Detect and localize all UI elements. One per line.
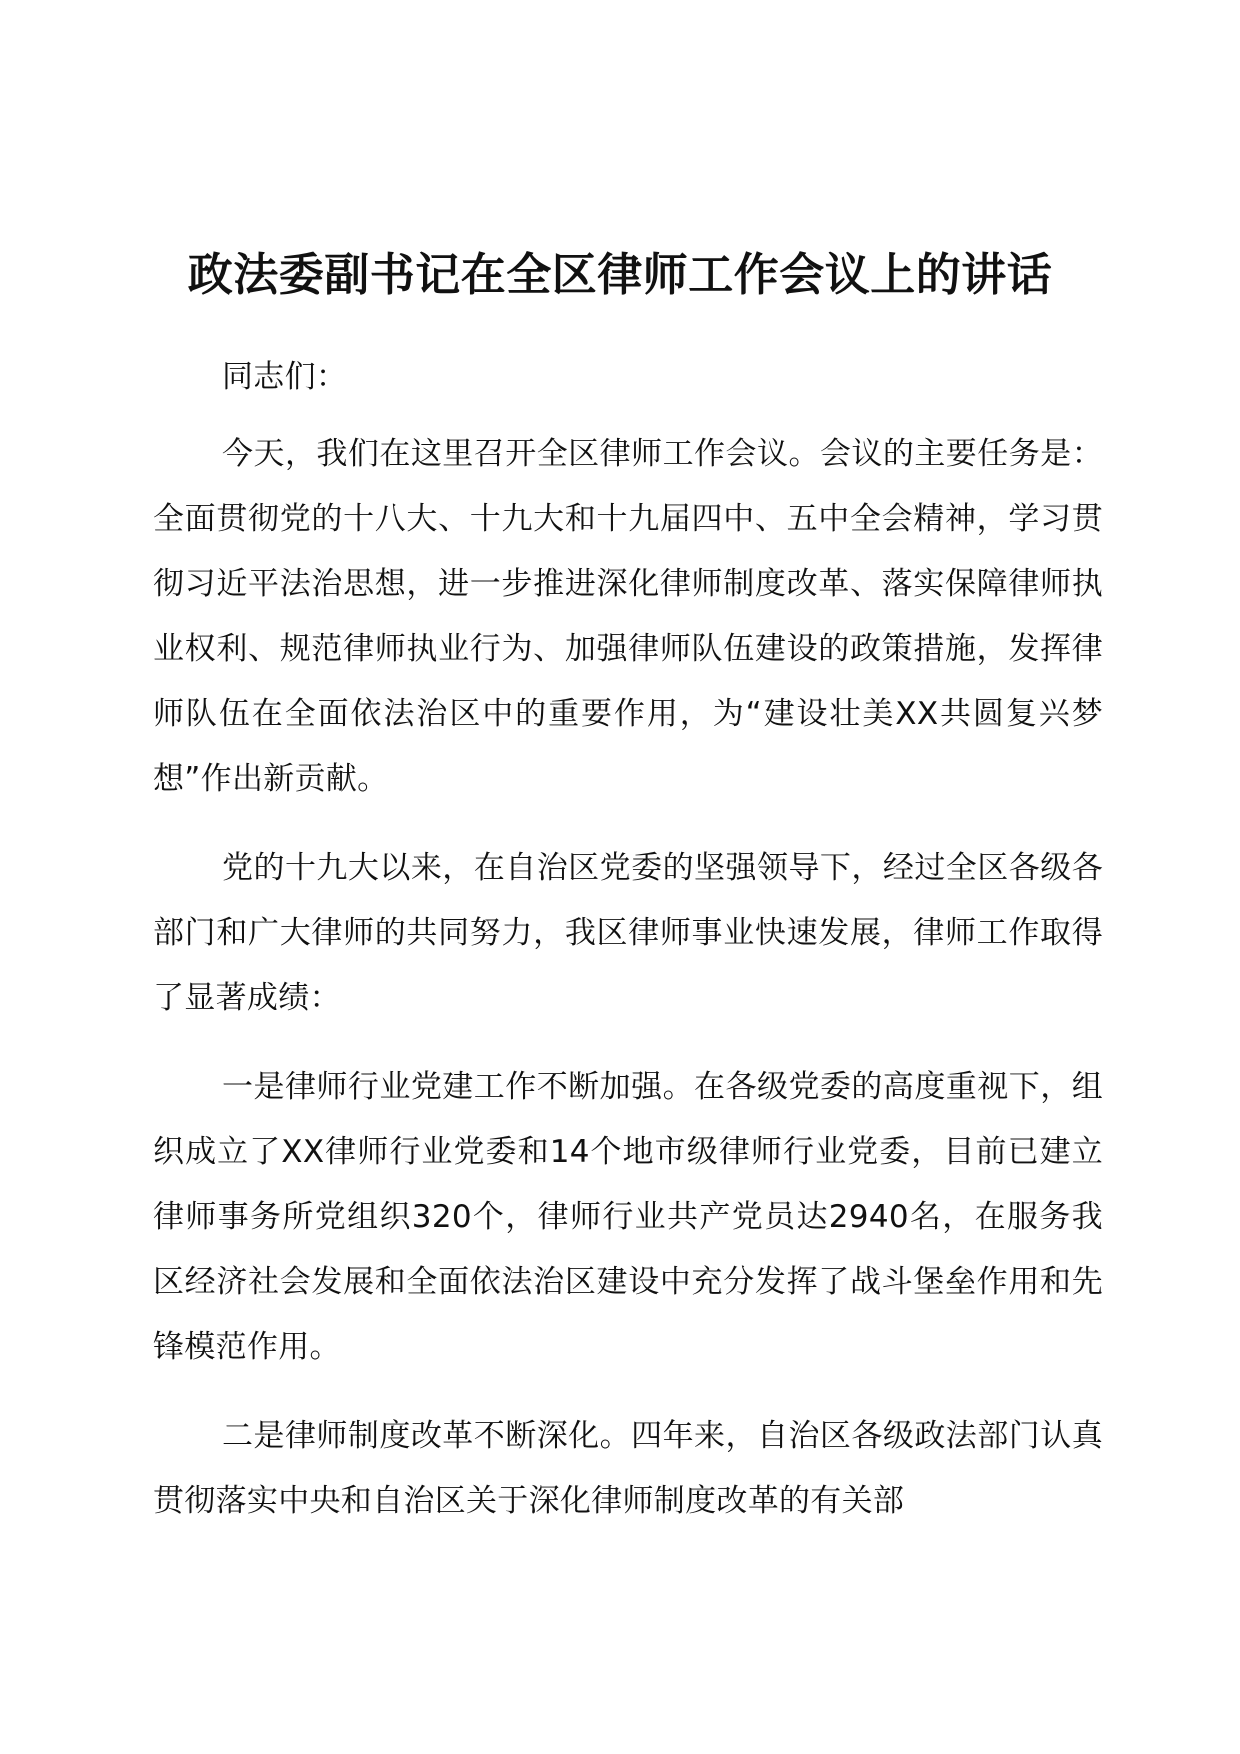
paragraph-system-reform: 二是律师制度改革不断深化。四年来，自治区各级政法部门认真贯彻落实中央和自治区关于深化律师制度改革的有关部 [153,1418,1103,1519]
salutation: 同志们： [222,359,348,395]
paragraph-party-building: 一是律师行业党建工作不断加强。在各级党委的高度重视下，组织成立了XX律师行业党委和14个地市级律师行业党委，目前已建立律师事务所党组织320个，律师行业共产党员达2940名，在服务我区经济社会发展和全面依法治区建设中充分发挥了战斗堡垒作用和先锋模范作用。 [153,1069,1103,1365]
document-title: 政法委副书记在全区律师工作会议上的讲话 [187,248,1053,301]
document-body [153,345,1103,1558]
paragraph-meeting-purpose: 今天，我们在这里召开全区律师工作会议。会议的主要任务是：全面贯彻党的十八大、十九大和十九届四中、五中全会精神，学习贯彻习近平法治思想，进一步推进深化律师制度改革、落实保障律师执业权利、规范律师执业行为、加强律师队伍建设的政策措施，发挥律师队伍在全面依法治区中的重要作用，为“建设壮美XX共圆复兴梦想”作出新贡献。 [153,436,1103,797]
paragraph-achievements-intro: 党的十九大以来，在自治区党委的坚强领导下，经过全区各级各部门和广大律师的共同努力，我区律师事业快速发展，律师工作取得了显著成绩： [153,850,1103,1016]
